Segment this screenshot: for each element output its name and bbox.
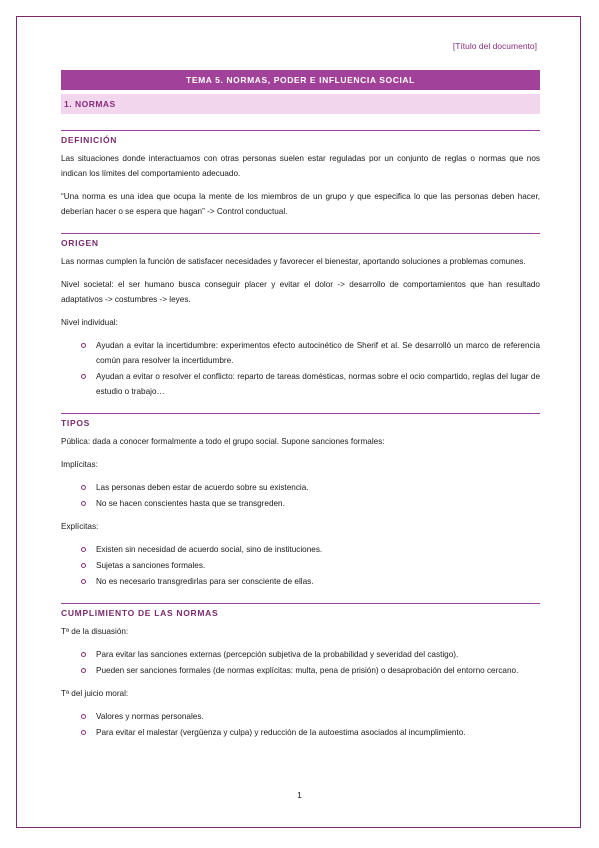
document-body bbox=[61, 70, 540, 748]
definicion-paragraph-2: “Una norma es una idea que ocupa la mente de los miembros de un grupo y que especifica lo que las personas deben hacer, deberían hacer o se espera que hagan” -> Control conductual. bbox=[61, 192, 540, 216]
origen-paragraph-3: Nivel individual: bbox=[61, 318, 118, 327]
cumplimiento-paragraph-1: Tª de la disuasión: bbox=[61, 627, 129, 636]
list-item: Para evitar las sanciones externas (percepción subjetiva de la probabilidad y severidad del castigo). bbox=[96, 647, 540, 662]
section-heading: 1. NORMAS bbox=[61, 94, 540, 114]
list-item: Sujetas a sanciones formales. bbox=[96, 558, 540, 573]
explicitas-list bbox=[61, 542, 540, 589]
origen-paragraph-2: Nivel societal: el ser humano busca conseguir placer y evitar el dolor -> desarrollo de comportamientos que han resultado adaptativos -> costumbres -> leyes. bbox=[61, 280, 540, 304]
disuasion-list bbox=[61, 647, 540, 678]
chapter-title: TEMA 5. NORMAS, PODER E INFLUENCIA SOCIAL bbox=[61, 70, 540, 90]
page-number: 1 bbox=[297, 790, 302, 800]
origen-list bbox=[61, 338, 540, 399]
list-item: Las personas deben estar de acuerdo sobre su existencia. bbox=[96, 480, 540, 495]
list-item: No se hacen conscientes hasta que se transgreden. bbox=[96, 496, 540, 511]
list-item: Ayudan a evitar la incertidumbre: experimentos efecto autocinético de Sherif et al. Se desarrolló un marco de referencia común para resolver la incertidumbre. bbox=[96, 338, 540, 368]
list-item: Ayudan a evitar o resolver el conflicto: reparto de tareas domésticas, normas sobre el ocio compartido, reglas del lugar de estudio o trabajo… bbox=[96, 369, 540, 399]
cumplimiento-paragraph-2: Tª del juicio moral: bbox=[61, 689, 129, 698]
list-item: No es necesario transgredirlas para ser consciente de ellas. bbox=[96, 574, 540, 589]
juicio-list bbox=[61, 709, 540, 740]
cumplimiento-heading: CUMPLIMIENTO DE LAS NORMAS bbox=[61, 603, 540, 618]
tipos-paragraph-2: Implícitas: bbox=[61, 460, 98, 469]
list-item: Para evitar el malestar (vergüenza y culpa) y reducción de la autoestima asociados al incumplimiento. bbox=[96, 725, 540, 740]
tipos-paragraph-3: Explícitas: bbox=[61, 522, 99, 531]
origen-heading: ORIGEN bbox=[61, 233, 540, 248]
tipos-paragraph-1: Pública: dada a conocer formalmente a todo el grupo social. Supone sanciones formales: bbox=[61, 437, 385, 446]
definicion-paragraph-1: Las situaciones donde interactuamos con otras personas suelen estar reguladas por un conjunto de reglas o normas que nos indican los límites del comportamiento adecuado. bbox=[61, 154, 540, 178]
list-item: Existen sin necesidad de acuerdo social, sino de instituciones. bbox=[96, 542, 540, 557]
document-title-placeholder[interactable]: [Título del documento] bbox=[452, 41, 537, 51]
definicion-heading: DEFINICIÓN bbox=[61, 130, 540, 145]
tipos-heading: TIPOS bbox=[61, 413, 540, 428]
list-item: Pueden ser sanciones formales (de normas explícitas: multa, pena de prisión) o desaprobación del entorno cercano. bbox=[96, 663, 540, 678]
list-item: Valores y normas personales. bbox=[96, 709, 540, 724]
origen-paragraph-1: Las normas cumplen la función de satisfacer necesidades y favorecer el bienestar, aportando soluciones a problemas comunes. bbox=[61, 257, 526, 266]
implicitas-list bbox=[61, 480, 540, 511]
